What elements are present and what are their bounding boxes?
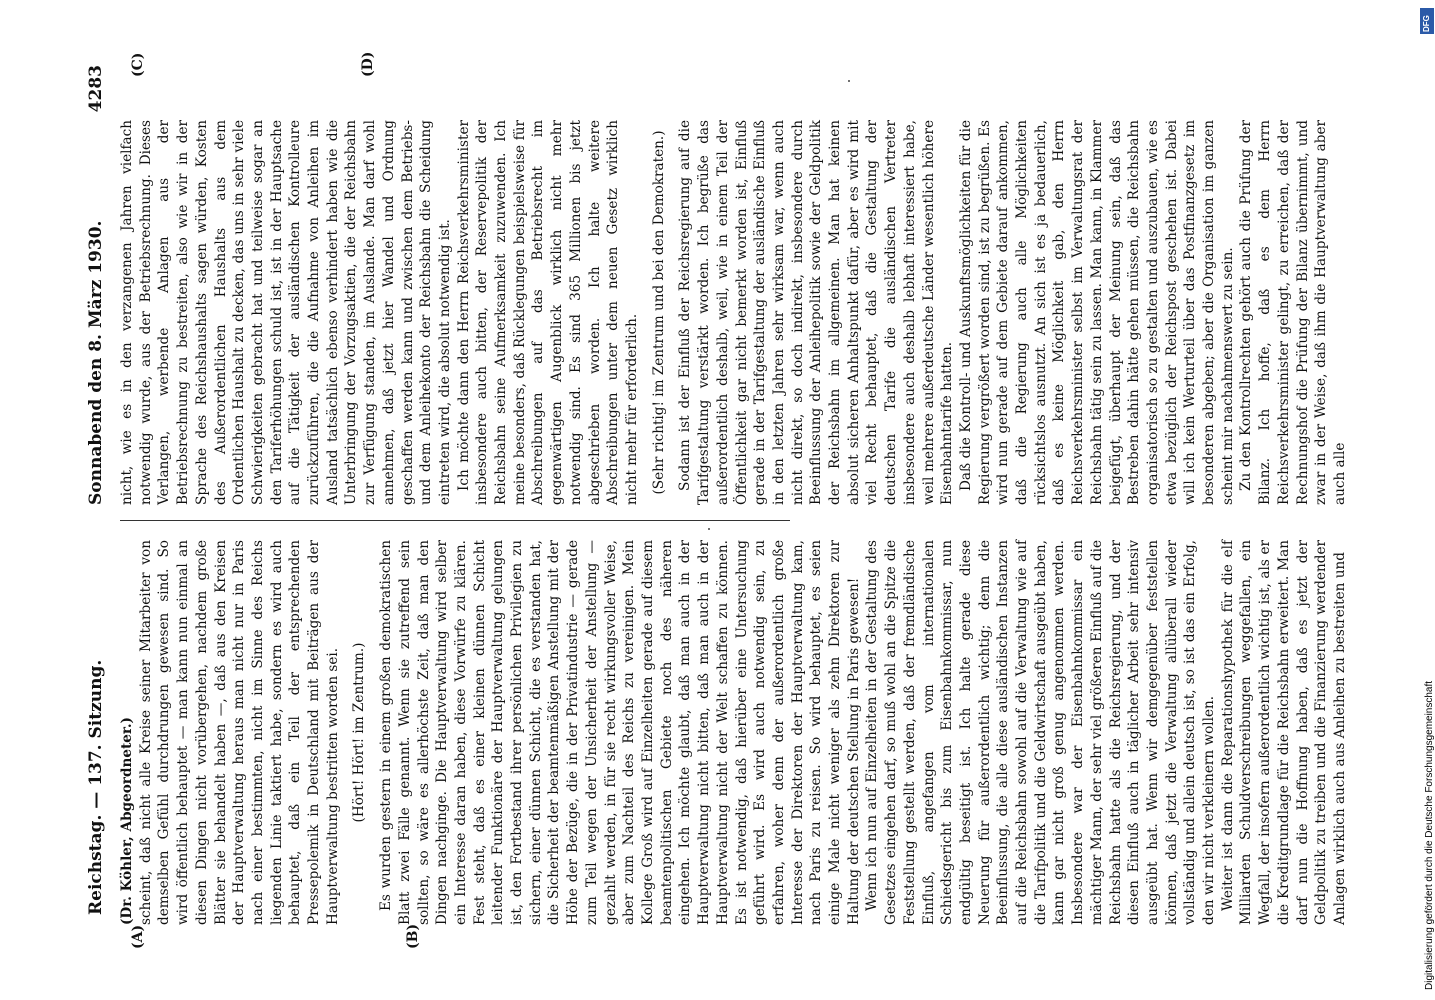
paragraph: Wenn ich nun auf Einzelheiten in der Gestaltung des Gesetzes eingehen darf, so muß wohl an die Spitze die Feststellung gestellt werden, daß der fremdländische Einfluß, angefangen vom internationalen Schiedsgericht bis zum Eisenbahnkommissar, nun endgültig beseitigt ist. Ich halte gerade diese Neuerung für außerordentlich wichtig; denn die Beeinflussung, die alle diese ausländischen Instanzen auf die Reichsbahn sowohl auf die Verwaltung wie auf die Tarifpolitik und die Geldwirtschaft ausgeübt haben, kann gar nicht groß genug angenommen werden. Insbesondere war der Eisenbahnkommissar ein mächtiger Mann, der sehr viel größeren Einfluß auf die Reichsbahn hatte als die Reichsregierung, und der diesen Einfluß auch in täglicher Arbeit sehr intensiv ausgeübt hat. Wenn wir demgegenüber feststellen können, daß jetzt die Verwaltung allüberall wieder vollständig und allein deutsch ist, so ist das ein Erfolg, den wir nicht verkleinern wollen. <box>864 540 1218 925</box>
scan-speck <box>708 528 710 530</box>
margin-mark-a: (A) <box>130 924 146 949</box>
paragraph: Zu den Kontrollrechten gehört auch die Prüfung der Bilanz. Ich hoffe, daß es dem Herrn Reichsverkehrsminister gelingt, zu erreichen, daß der Rechnungshof die Prüfung der Bilanz übernimmt, und zwar in der Weise, daß ihm die Hauptverwaltung aber auch alle <box>1238 120 1348 505</box>
column-divider <box>120 520 790 521</box>
scan-speck <box>848 80 850 82</box>
speaker-line: (Dr. Köhler, Abgeordneter.) <box>119 717 135 925</box>
header-date: Sonnabend den 8. März 1930. <box>86 220 106 505</box>
paragraph: Ich möchte dann den Herrn Reichsverkehrsminister insbesondere auch bitten, der Reservepolitik der Reichsbahn seine Aufmerksamkeit zuzuwenden. Ich meine besonders, daß Rücklegungen beispielsweise für Abschreibungen auf das Betriebsrecht im gegenwärtigen Augenblick wirklich nicht mehr notwendig sind. Es sind 365 Millionen bis jetzt abgeschrieben worden. Ich halte weitere Abschreibungen unter dem neuen Gesetz wirklich nicht mehr für erforderlich. <box>455 120 640 505</box>
right-column <box>118 120 1348 505</box>
margin-mark-d: (D) <box>360 51 376 77</box>
left-column <box>118 540 1348 925</box>
paragraph: Sodann ist der Einfluß der Reichsregierung auf die Tarifgestaltung verstärkt worden. Ich begrüße das außerordentlich deshalb, weil, wie in einem Teil der Öffentlichkeit gar nicht bemerkt worden ist, Einfluß gerade in der Tarifgestaltung der ausländische Einfluß in den letzten Jahren sehr wirksam war, wenn auch nicht direkt, so doch indirekt, insbesondere durch Beeinflussung der Anleihepolitik sowie der Geldpolitik der Reichsbahn im allgemeinen. Man hat keinen absolut sicheren Anhaltspunkt dafür, aber es wird mit viel Recht behauptet, daß die Gestaltung der deutschen Tarife die ausländischen Vertreter insbesondere auch deshalb lebhaft interessiert habe, weil mehrere außerdeutsche Länder wesentlich höhere Eisenbahntarife hatten. <box>677 120 956 505</box>
paragraph: scheint, daß nicht alle Kreise seiner Mitarbeiter von demselben Gefühl durchdrungen gewesen sind. So wird öffentlich behauptet — man kann nun einmal an diesen Dingen nicht vorübergehen, nachdem große Blätter sie behandelt haben —, daß aus den Kreisen der Hauptverwaltung heraus man nicht nur in Paris nach einer bestimmten, nicht im Sinne des Reichs liegenden Linie taktiert habe, sondern es wird auch behauptet, daß ein Teil der entsprechenden Pressepolemik in Deutschland mit Beiträgen aus der Hauptverwaltung bestritten worden sei. <box>137 540 341 925</box>
page-number: 4283 <box>86 65 106 113</box>
interjection: (Sehr richtig! im Zentrum und bei den Demokraten.) <box>650 130 667 495</box>
header-left: Reichstag. — 137. Sitzung. <box>86 659 106 915</box>
digitization-note <box>1424 500 1434 1000</box>
paragraph: Es wurden gestern in einem großen demokratischen Blatt zwei Fälle genannt. Wenn sie zutreffend sein sollten, so wäre es allerhöchste Zeit, daß man den Dingen nachginge. Die Hauptverwaltung wird selber ein Interesse daran haben, diese Vorwürfe zu klären. Fest steht, daß es einer kleinen dünnen Schicht leitender Funktionäre der Hauptverwaltung gelungen ist, den Fortbestand ihrer persönlichen Privilegien zu sichern, einer dünnen Schicht, die es verstanden hat, die Sicherheit der beamtenmäßigen Anstellung mit der Höhe der Bezüge, die in der Privatindustrie — gerade zum Teil wegen der Unsicherheit der Anstellung — gezahlt werden, in für sie recht wirkungsvoller Weise, aber zum Nachteil des Reichs zu vereinigen. Mein Kollege Groß wird auf Einzelheiten gerade auf diesem beamtenpolitischen Gebiete noch des näheren eingehen. Ich möchte glaubt, daß man auch in der Hauptverwaltung nicht bitten, daß man auch in der Hauptverwaltung nicht der Welt schaffen zu können. Es ist notwendig, daß hierüber eine Untersuchung geführt wird. Es wird auch notwendig sein, zu erfahren, woher denn der außerordentlich große Interesse der Direktoren der Hauptverwaltung kam, nach Paris zu reisen. So wird behauptet, es seien einige Male nicht weniger als zehn Direktoren zur Haltung der deutschen Stellung in Paris gewesen! <box>378 540 862 925</box>
digitization-note-text: Digitalisierung gefördert durch die Deutsche Forschungsgemeinschaft <box>1424 680 1435 990</box>
paragraph: Weiter ist dann die Reparationshypothek für die elf Milliarden Schuldverschreibungen weggefallen, ein Wegfall, der insofern außerordentlich wichtig ist, als er die Kreditgrundlage für die Reichsbahn erweitert. Man darf nun die Hoffnung haben, daß es jetzt der Geldpolitik zu treiben und die Finanzierung werdender Anlagen wirklich auch aus Anleihen zu bestreiten und <box>1219 540 1348 925</box>
margin-mark-b: (B) <box>405 923 421 949</box>
interjection: (Hört! Hört! im Zentrum.) <box>351 642 368 823</box>
rotated-page-content <box>80 51 1348 949</box>
page-header <box>80 65 116 925</box>
dfg-logo: DFG <box>1420 8 1434 34</box>
paragraph: Daß die Kontroll- und Auskunftsmöglichkeiten für die Regierung vergrößert worden sind, ist zu begrüßen. Es wird nun gerade auf dem Gebiete darauf ankommen, daß die Regierung auch alle Möglichkeiten rücksichtslos ausnutzt. An sich ist es ja bedauerlich, daß es keine Möglichkeit gab, den Herrn Reichsverkehrsminister selbst im Verwaltungsrat der Reichsbahn tätig sein zu lassen. Man kann, in Klammer beigefügt, überhaupt der Meinung sein, daß das Bestreben dahin hätte gehen müssen, die Reichsbahn organisatorisch so zu gestalten und auszubauen, wie es etwa bezüglich der Reichspost geschehen ist. Dabei will ich kein Werturteil über das Postfinanzgesetz im besonderen abgeben; aber die Organisation im ganzen scheint mir nachahmenswert zu sein. <box>957 120 1236 505</box>
paragraph: nicht, wie es in den verzangenen Jahren vielfach notwendig wurde, aus der Betriebsrechnung. Dieses Verlangen, werbende Anlagen aus der Betriebsrechnung zu bestreiten, also wie wir in der Sprache des Reichshaushalts sagen würden, Kosten des Außerordentlichen Haushalts aus dem Ordentlichen Haushalt zu decken, das uns in sehr viele Schwierigkeiten gebracht hat und teilweise sogar an den Tariferhöhungen schuld ist, ist in der Hauptsache auf die Tätigkeit der ausländischen Kontrolleure zurückzuführen, die die Aufnahme von Anleihen im Ausland tatsächlich ebenso verhindert haben wie die Unterbringung der Vorzugsaktien, die der Reichsbahn zur Verfügung standen, im Auslande. Man darf wohl annehmen, daß jetzt hier Wandel und Ordnung geschaffen werden kann und zwischen dem Betriebs- und dem Anleihekonto der Reichsbahn die Scheidung eintreten wird, die absolut notwendig ist. <box>119 120 453 505</box>
margin-mark-c: (C) <box>130 52 146 77</box>
